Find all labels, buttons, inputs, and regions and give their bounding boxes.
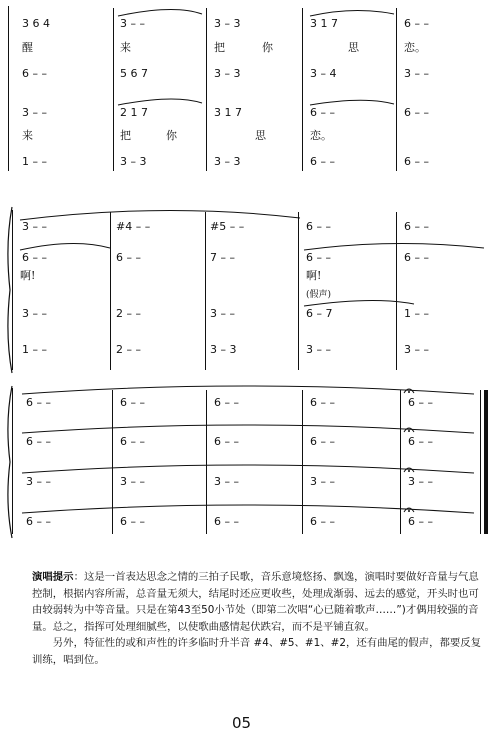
note-cell: 6 – – bbox=[310, 435, 335, 448]
note-cell: 3 – – bbox=[22, 307, 47, 320]
note-cell: 3 – 3 bbox=[214, 155, 241, 168]
note-cell: 6 – – bbox=[310, 515, 335, 528]
note-cell: 3 – – bbox=[120, 475, 145, 488]
note-cell: 3 – – bbox=[408, 475, 433, 488]
note-cell: 3 – – bbox=[210, 307, 235, 320]
note-cell: 6 – – bbox=[306, 220, 331, 233]
falsetto-annotation: (假声) bbox=[306, 290, 332, 300]
note-cell: 3 – – bbox=[306, 343, 331, 356]
note-cell: 6 – – bbox=[22, 251, 47, 264]
notes-label: 演唱提示 bbox=[32, 571, 74, 583]
note-cell: 6 – – bbox=[26, 515, 51, 528]
note-cell: 6 – – bbox=[214, 396, 239, 409]
note-cell: 6 – – bbox=[408, 515, 433, 528]
lyric: 你 bbox=[262, 41, 273, 54]
note-cell: 2 – – bbox=[116, 307, 141, 320]
note-cell: 6 – – bbox=[26, 435, 51, 448]
note-cell: 3 – 3 bbox=[210, 343, 237, 356]
note-cell: 3 – 3 bbox=[214, 17, 241, 30]
note-cell: 6 – – bbox=[214, 515, 239, 528]
lyric: 醒 bbox=[22, 41, 33, 54]
note-cell: 3 – – bbox=[214, 475, 239, 488]
note-cell: 6 – – bbox=[404, 155, 429, 168]
note-cell: 3 – – bbox=[26, 475, 51, 488]
note-cell: 1 – – bbox=[22, 343, 47, 356]
fermata-marks bbox=[402, 383, 416, 533]
slur-marks bbox=[114, 0, 500, 180]
note-cell: 6 – – bbox=[120, 396, 145, 409]
note-cell: 3 – – bbox=[404, 67, 429, 80]
note-cell: 3 1 7 bbox=[214, 106, 242, 119]
lyric: 把 bbox=[120, 129, 131, 142]
note-cell: 3 1 7 bbox=[310, 17, 338, 30]
notes-paragraph-2: 另外，特征性的或和声性的许多临时升半音 #4、#5、#1、#2，还有曲尾的假声，都要反复训练，唱到位。 bbox=[32, 637, 482, 666]
lyric: 你 bbox=[166, 129, 177, 142]
note-cell: 6 – – bbox=[214, 435, 239, 448]
lyric: 啊! bbox=[306, 269, 322, 282]
note-cell: 6 – – bbox=[22, 67, 47, 80]
lyric: 把 bbox=[214, 41, 225, 54]
note-cell: 1 – – bbox=[404, 307, 429, 320]
note-cell: 6 – – bbox=[404, 251, 429, 264]
note-cell: 6 – – bbox=[26, 396, 51, 409]
lyric: 恋。 bbox=[310, 129, 332, 142]
note-cell: 3 – – bbox=[22, 220, 47, 233]
note-cell: 6 – – bbox=[404, 17, 429, 30]
note-cell: 2 1 7 bbox=[120, 106, 148, 119]
note-cell: 3 – – bbox=[310, 475, 335, 488]
note-cell: 6 – 7 bbox=[306, 307, 333, 320]
note-cell: 1 – – bbox=[22, 155, 47, 168]
system-brace bbox=[4, 384, 14, 540]
notes-paragraph-1 bbox=[32, 569, 482, 635]
lyric: 来 bbox=[22, 129, 33, 142]
note-cell: 3 – 3 bbox=[214, 67, 241, 80]
lyric: 来 bbox=[120, 41, 131, 54]
note-cell: 6 – – bbox=[116, 251, 141, 264]
note-cell: 3 – – bbox=[22, 106, 47, 119]
note-cell: 3 6 4 bbox=[22, 17, 50, 30]
note-cell: 6 – – bbox=[120, 515, 145, 528]
lyric: 啊! bbox=[20, 269, 36, 282]
note-cell: 6 – – bbox=[404, 220, 429, 233]
note-cell: 6 – – bbox=[310, 106, 335, 119]
note-cell: 6 – – bbox=[310, 396, 335, 409]
page-number: 05 bbox=[232, 714, 252, 732]
note-cell: 6 – – bbox=[408, 396, 433, 409]
note-cell: 6 – – bbox=[408, 435, 433, 448]
note-cell: 6 – – bbox=[310, 155, 335, 168]
system-bracket bbox=[8, 6, 9, 171]
lyric: 恋。 bbox=[404, 41, 426, 54]
system-brace bbox=[4, 205, 14, 375]
note-cell: 3 – – bbox=[404, 343, 429, 356]
note-cell: #4 – – bbox=[116, 220, 151, 233]
note-cell: 3 – 3 bbox=[120, 155, 147, 168]
note-cell: 3 – 4 bbox=[310, 67, 337, 80]
slur-marks bbox=[14, 200, 500, 380]
notes-body-1: ：这是一首表达思念之情的三拍子民歌，音乐意境悠扬、飘逸，演唱时要做好音量与气息控制，根据内容所需，总音量无须大，结尾时还应更收些，处理成渐弱、远去的感觉，开头时也可由较弱转为中等音量。只是在第43至50小节处（即第二次唱“心已随着歌声……”)才偶用较强的音量。总之，指挥可处理细腻些，以使歌曲感情起伏跌宕，而不是平铺直叙。 bbox=[32, 571, 479, 633]
performance-notes bbox=[32, 569, 482, 668]
lyric: 思 bbox=[348, 41, 359, 54]
note-cell: 7 – – bbox=[210, 251, 235, 264]
final-barline-thick bbox=[484, 390, 488, 534]
note-cell: 6 – – bbox=[306, 251, 331, 264]
note-cell: 6 – – bbox=[404, 106, 429, 119]
note-cell: 2 – – bbox=[116, 343, 141, 356]
note-cell: #5 – – bbox=[210, 220, 245, 233]
lyric: 思 bbox=[255, 129, 266, 142]
note-cell: 5 6 7 bbox=[120, 67, 148, 80]
note-cell: 6 – – bbox=[120, 435, 145, 448]
note-cell: 3 – – bbox=[120, 17, 145, 30]
